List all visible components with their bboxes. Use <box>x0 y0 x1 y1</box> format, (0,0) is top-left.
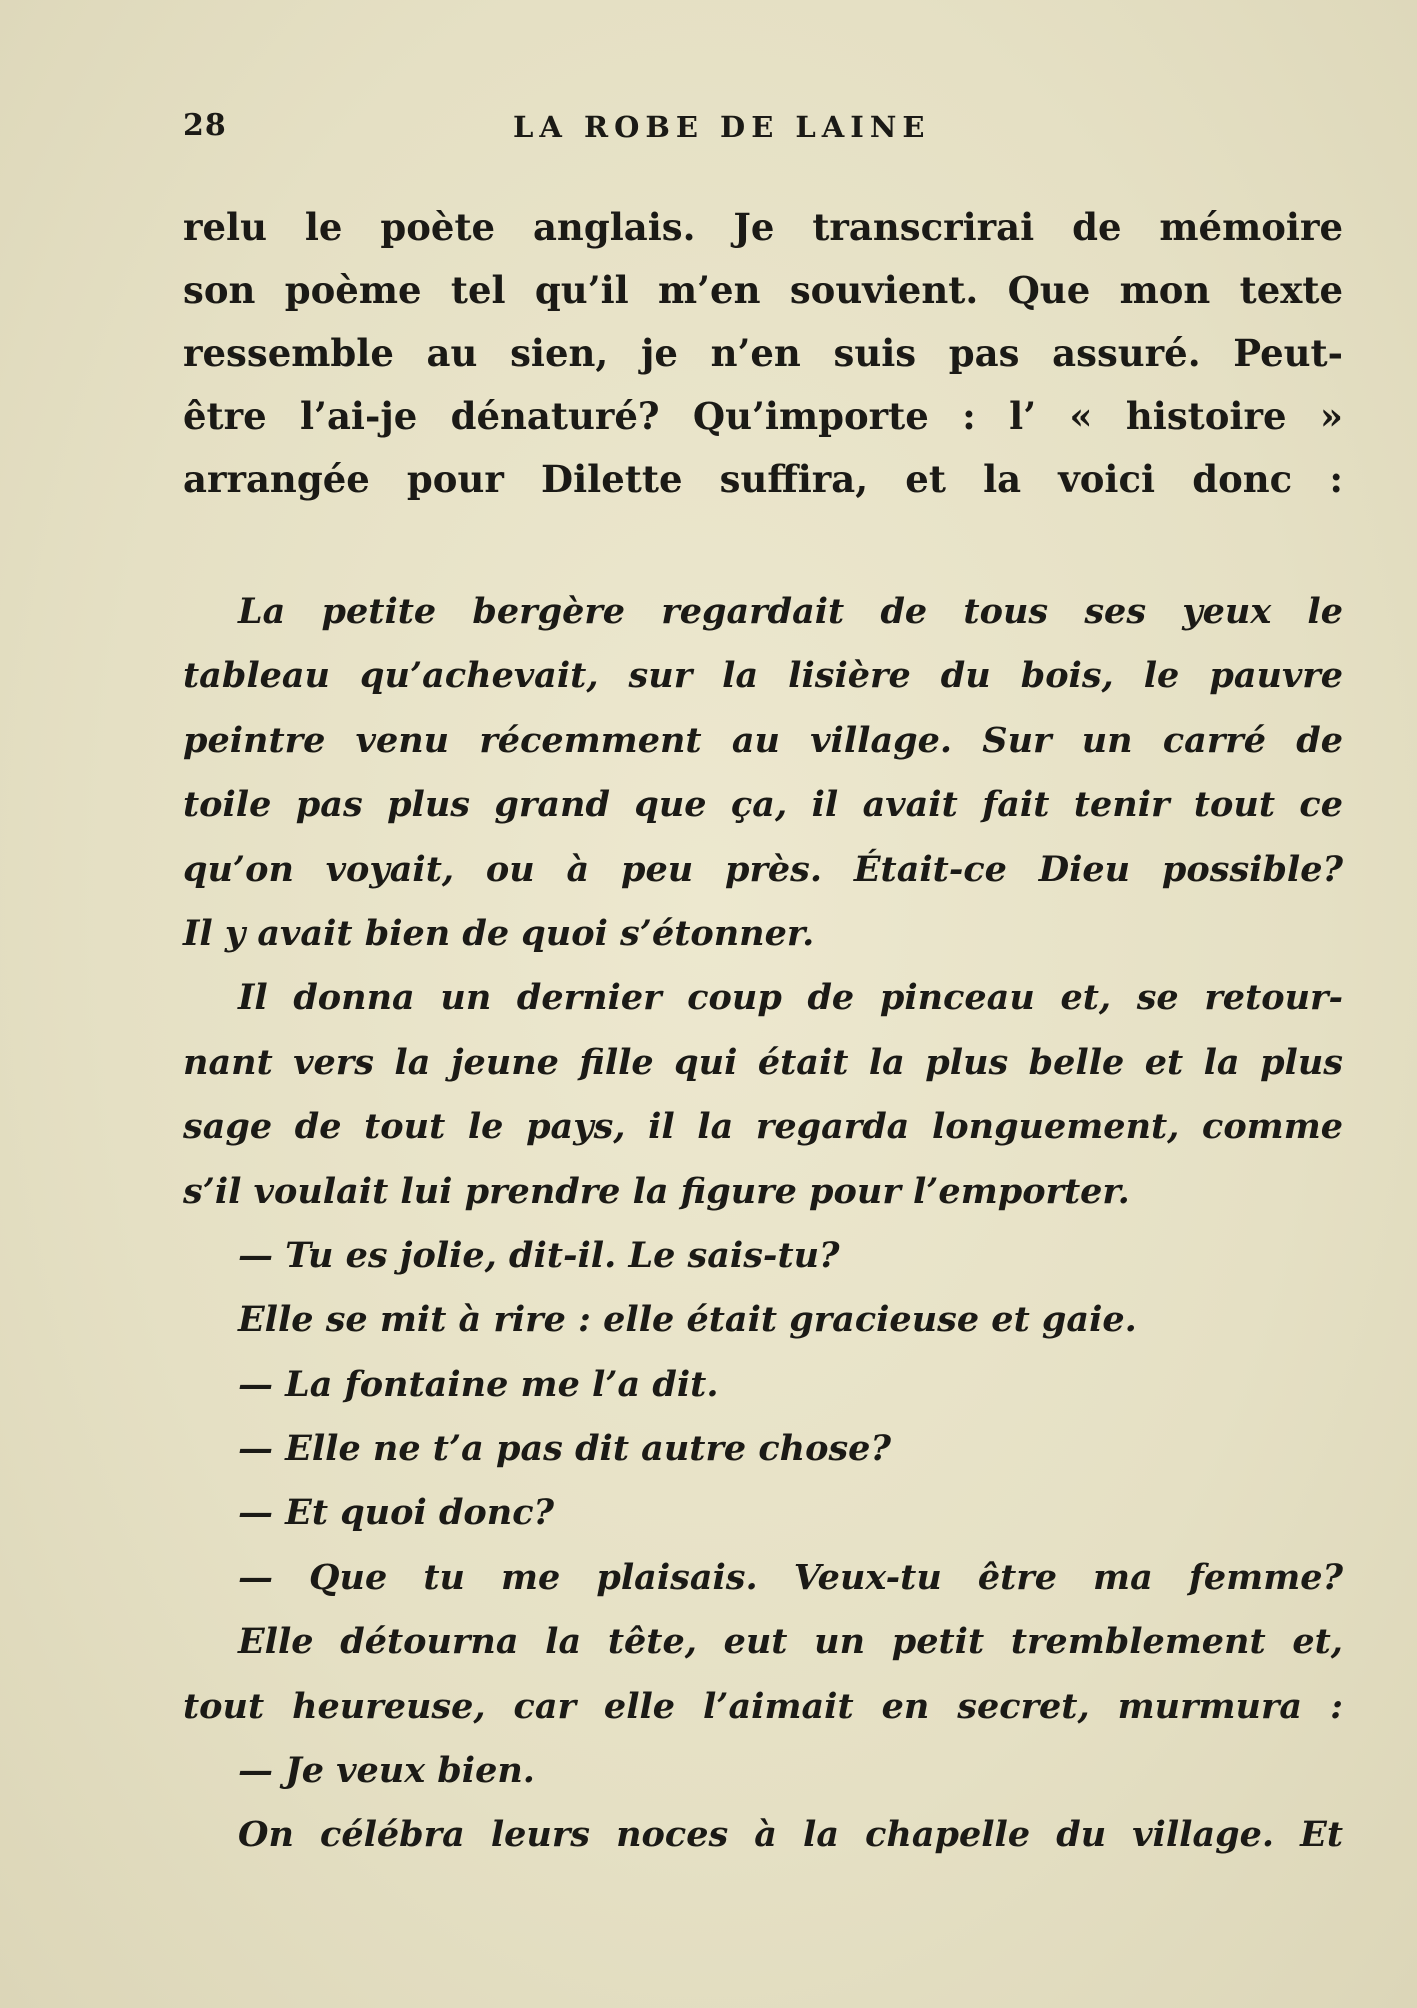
text-line: On célébra leurs noces à la chapelle du village. Et <box>238 1814 1343 1856</box>
text-line: s’il voulait lui prendre la figure pour l’emporter. <box>183 1170 1130 1212</box>
text-line: tout heureuse, car elle l’aimait en secret, murmura : <box>183 1685 1343 1727</box>
text-line: qu’on voyait, ou à peu près. Était-ce Dieu possible? <box>183 848 1343 890</box>
text-line: Elle détourna la tête, eut un petit tremblement et, <box>238 1621 1343 1663</box>
page-header <box>183 108 1343 158</box>
intro-paragraph <box>183 196 1343 511</box>
text-line: Elle se mit à rire : elle était gracieuse et gaie. <box>238 1299 1137 1341</box>
text-line: ressemble au sien, je n’en suis pas assuré. Peut- <box>183 331 1343 375</box>
dialogue-line: — Tu es jolie, dit-il. Le sais-tu? <box>238 1234 840 1276</box>
text-line: peintre venu récemment au village. Sur un carré de <box>183 719 1343 761</box>
text-line: La petite bergère regardait de tous ses yeux le <box>238 591 1343 632</box>
text-line: tableau qu’achevait, sur la lisière du bois, le pauvre <box>183 655 1343 697</box>
text-line: Il y avait bien de quoi s’étonner. <box>183 912 815 954</box>
story-text <box>183 580 1343 1868</box>
text-line: nant vers la jeune fille qui était la plus belle et la plus <box>183 1041 1343 1083</box>
dialogue-line: — Je veux bien. <box>238 1750 535 1792</box>
running-title: LA ROBE DE LAINE <box>513 110 931 144</box>
dialogue-line: — La fontaine me l’a dit. <box>238 1363 719 1405</box>
dialogue-line: — Elle ne t’a pas dit autre chose? <box>238 1428 891 1470</box>
text-line: son poème tel qu’il m’en souvient. Que mon texte <box>183 268 1343 312</box>
text-line: relu le poète anglais. Je transcrirai de mémoire <box>183 205 1343 249</box>
text-line: Il donna un dernier coup de pinceau et, se retour- <box>238 977 1343 1019</box>
dialogue-line: — Que tu me plaisais. Veux-tu être ma femme? <box>238 1556 1343 1598</box>
text-line: toile pas plus grand que ça, il avait fait tenir tout ce <box>183 784 1343 826</box>
text-line: être l’ai-je dénaturé? Qu’importe : l’ « histoire » <box>183 394 1343 438</box>
page-number: 28 <box>183 108 227 143</box>
dialogue-line: — Et quoi donc? <box>238 1492 555 1534</box>
text-line: arrangée pour Dilette suffira, et la voici donc : <box>183 457 1343 501</box>
text-line: sage de tout le pays, il la regarda longuement, comme <box>183 1106 1343 1148</box>
